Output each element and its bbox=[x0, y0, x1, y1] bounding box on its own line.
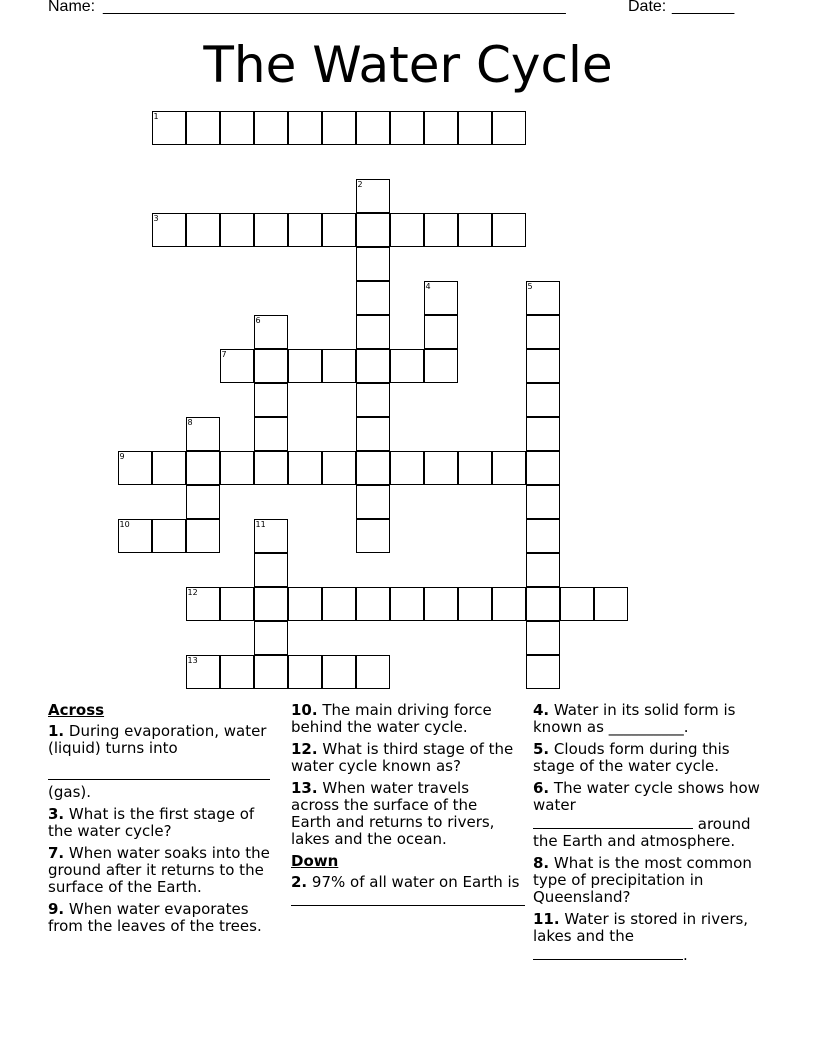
crossword-cell[interactable] bbox=[458, 451, 492, 485]
crossword-cell[interactable] bbox=[254, 553, 288, 587]
cell-number: 8 bbox=[187, 417, 193, 427]
crossword-cell[interactable] bbox=[356, 349, 390, 383]
answer-blank bbox=[291, 891, 525, 906]
crossword-cell[interactable] bbox=[424, 213, 458, 247]
crossword-cell[interactable] bbox=[288, 349, 322, 383]
clue-text: During evaporation, water (liquid) turns into bbox=[48, 722, 267, 757]
crossword-cell[interactable] bbox=[492, 111, 526, 145]
across-heading: Across bbox=[48, 701, 105, 719]
crossword-cell[interactable] bbox=[356, 519, 390, 553]
answer-blank bbox=[48, 765, 270, 780]
crossword-cell[interactable] bbox=[526, 519, 560, 553]
crossword-cell[interactable] bbox=[220, 349, 254, 383]
cell-number: 6 bbox=[255, 315, 261, 325]
crossword-cell[interactable] bbox=[390, 213, 424, 247]
crossword-cell[interactable] bbox=[390, 451, 424, 485]
page-title: The Water Cycle bbox=[203, 36, 613, 94]
clue-across-12: 12. What is third stage of the water cycle known as? bbox=[291, 740, 514, 775]
crossword-cell[interactable] bbox=[356, 247, 390, 281]
crossword-cell[interactable] bbox=[220, 587, 254, 621]
crossword-cell[interactable] bbox=[254, 213, 288, 247]
crossword-cell[interactable] bbox=[390, 349, 424, 383]
crossword-cell[interactable] bbox=[526, 349, 560, 383]
answer-blank bbox=[533, 814, 693, 829]
crossword-cell[interactable] bbox=[458, 111, 492, 145]
clue-down-6: 6. The water cycle shows how water around the Earth and atmosphere. bbox=[533, 779, 760, 850]
crossword-cell[interactable] bbox=[254, 587, 288, 621]
crossword-cell[interactable] bbox=[356, 179, 390, 213]
crossword-cell[interactable] bbox=[526, 553, 560, 587]
clue-across-10: 10. The main driving force behind the water cycle. bbox=[291, 701, 492, 736]
crossword-cell[interactable] bbox=[322, 111, 356, 145]
cell-number: 3 bbox=[153, 213, 159, 223]
name-field[interactable]: ____________________________________________________ bbox=[103, 0, 566, 15]
down-heading: Down bbox=[291, 852, 339, 870]
cell-number: 5 bbox=[527, 281, 533, 291]
clue-across-13: 13. When water travels across the surface of the Earth and returns to rivers, lakes and the ocean. bbox=[291, 779, 495, 848]
crossword-cell[interactable] bbox=[526, 655, 560, 689]
clue-down-2: 2. 97% of all water on Earth is bbox=[291, 874, 521, 910]
crossword-cell[interactable] bbox=[390, 111, 424, 145]
clue-down-8: 8. What is the most common type of precipitation in Queensland? bbox=[533, 854, 752, 906]
crossword-cell[interactable] bbox=[322, 587, 356, 621]
crossword-cell[interactable] bbox=[356, 451, 390, 485]
date-label: Date: bbox=[628, 0, 667, 15]
cell-number: 2 bbox=[357, 179, 363, 189]
crossword-cell[interactable] bbox=[254, 315, 288, 349]
crossword-cell[interactable] bbox=[186, 655, 220, 689]
crossword-cell[interactable] bbox=[220, 655, 254, 689]
clues-column-2 bbox=[291, 702, 521, 915]
crossword-cell[interactable] bbox=[526, 587, 560, 621]
crossword-cell[interactable] bbox=[356, 655, 390, 689]
crossword-cell[interactable] bbox=[186, 587, 220, 621]
clues-column-1 bbox=[48, 702, 278, 940]
crossword-cell[interactable] bbox=[152, 111, 186, 145]
clue-number: 1. bbox=[48, 722, 65, 740]
crossword-cell[interactable] bbox=[186, 451, 220, 485]
cell-number: 10 bbox=[119, 519, 130, 529]
crossword-cell[interactable] bbox=[356, 417, 390, 451]
crossword-cell[interactable] bbox=[424, 349, 458, 383]
crossword-cell[interactable] bbox=[356, 315, 390, 349]
clues-column-3 bbox=[533, 702, 771, 969]
crossword-cell[interactable] bbox=[458, 587, 492, 621]
cell-number: 1 bbox=[153, 111, 159, 121]
crossword-cell[interactable] bbox=[186, 485, 220, 519]
crossword-cell[interactable] bbox=[152, 213, 186, 247]
crossword-cell[interactable] bbox=[492, 451, 526, 485]
crossword-cell[interactable] bbox=[356, 213, 390, 247]
crossword-cell[interactable] bbox=[356, 281, 390, 315]
crossword-cell[interactable] bbox=[526, 383, 560, 417]
crossword-cell[interactable] bbox=[254, 451, 288, 485]
crossword-cell[interactable] bbox=[526, 417, 560, 451]
crossword-cell[interactable] bbox=[424, 587, 458, 621]
crossword-cell[interactable] bbox=[254, 655, 288, 689]
crossword-cell[interactable] bbox=[152, 519, 186, 553]
crossword-cell[interactable] bbox=[458, 213, 492, 247]
crossword-cell[interactable] bbox=[356, 383, 390, 417]
clue-down-5: 5. Clouds form during this stage of the water cycle. bbox=[533, 740, 730, 775]
crossword-cell[interactable] bbox=[424, 451, 458, 485]
crossword-cell[interactable] bbox=[560, 587, 594, 621]
crossword-cell[interactable] bbox=[526, 451, 560, 485]
crossword-cell[interactable] bbox=[220, 213, 254, 247]
crossword-cell[interactable] bbox=[118, 519, 152, 553]
crossword-cell[interactable] bbox=[254, 519, 288, 553]
clue-down-11: 11. Water is stored in rivers, lakes and the . bbox=[533, 910, 749, 964]
crossword-cell[interactable] bbox=[288, 655, 322, 689]
crossword-cell[interactable] bbox=[322, 655, 356, 689]
crossword-cell[interactable] bbox=[186, 417, 220, 451]
crossword-cell[interactable] bbox=[526, 281, 560, 315]
crossword-cell[interactable] bbox=[254, 383, 288, 417]
clue-across-3: 3. What is the first stage of the water cycle? bbox=[48, 805, 255, 840]
clue-across-7: 7. When water soaks into the ground after it returns to the surface of the Earth. bbox=[48, 844, 270, 896]
crossword-cell[interactable] bbox=[322, 451, 356, 485]
crossword-cell[interactable] bbox=[424, 281, 458, 315]
crossword-cell[interactable] bbox=[492, 587, 526, 621]
crossword-cell[interactable] bbox=[254, 111, 288, 145]
crossword-cell[interactable] bbox=[526, 315, 560, 349]
crossword-cell[interactable] bbox=[220, 451, 254, 485]
crossword-cell[interactable] bbox=[356, 485, 390, 519]
cell-number: 4 bbox=[425, 281, 431, 291]
clue-down-4: 4. Water in its solid form is known as __________. bbox=[533, 701, 736, 736]
cell-number: 7 bbox=[221, 349, 227, 359]
crossword-cell[interactable] bbox=[390, 587, 424, 621]
crossword-cell[interactable] bbox=[288, 213, 322, 247]
crossword-cell[interactable] bbox=[288, 111, 322, 145]
crossword-cell[interactable] bbox=[322, 349, 356, 383]
crossword-cell[interactable] bbox=[288, 451, 322, 485]
crossword-cell[interactable] bbox=[186, 519, 220, 553]
crossword-cell[interactable] bbox=[254, 621, 288, 655]
clue-across-9: 9. When water evaporates from the leaves of the trees. bbox=[48, 900, 262, 935]
cell-number: 11 bbox=[255, 519, 266, 529]
crossword-cell[interactable] bbox=[526, 621, 560, 655]
clue-text-tail: (gas). bbox=[48, 783, 92, 801]
crossword-cell[interactable] bbox=[526, 485, 560, 519]
crossword-cell[interactable] bbox=[356, 111, 390, 145]
clue-across-1 bbox=[48, 723, 278, 801]
date-field[interactable]: _______ bbox=[672, 0, 735, 15]
crossword-cell[interactable] bbox=[254, 417, 288, 451]
crossword-cell[interactable] bbox=[594, 587, 628, 621]
cell-number: 9 bbox=[119, 451, 125, 461]
crossword-cell[interactable] bbox=[186, 213, 220, 247]
crossword-cell[interactable] bbox=[492, 213, 526, 247]
answer-blank bbox=[533, 945, 683, 960]
cell-number: 13 bbox=[187, 655, 198, 665]
crossword-cell[interactable] bbox=[118, 451, 152, 485]
crossword-cell[interactable] bbox=[424, 111, 458, 145]
crossword-cell[interactable] bbox=[186, 111, 220, 145]
crossword-cell[interactable] bbox=[322, 213, 356, 247]
crossword-cell[interactable] bbox=[356, 587, 390, 621]
crossword-cell[interactable] bbox=[254, 349, 288, 383]
crossword-cell[interactable] bbox=[288, 587, 322, 621]
crossword-cell[interactable] bbox=[424, 315, 458, 349]
crossword-cell[interactable] bbox=[152, 451, 186, 485]
cell-number: 12 bbox=[187, 587, 198, 597]
name-label: Name: bbox=[48, 0, 96, 15]
crossword-cell[interactable] bbox=[220, 111, 254, 145]
